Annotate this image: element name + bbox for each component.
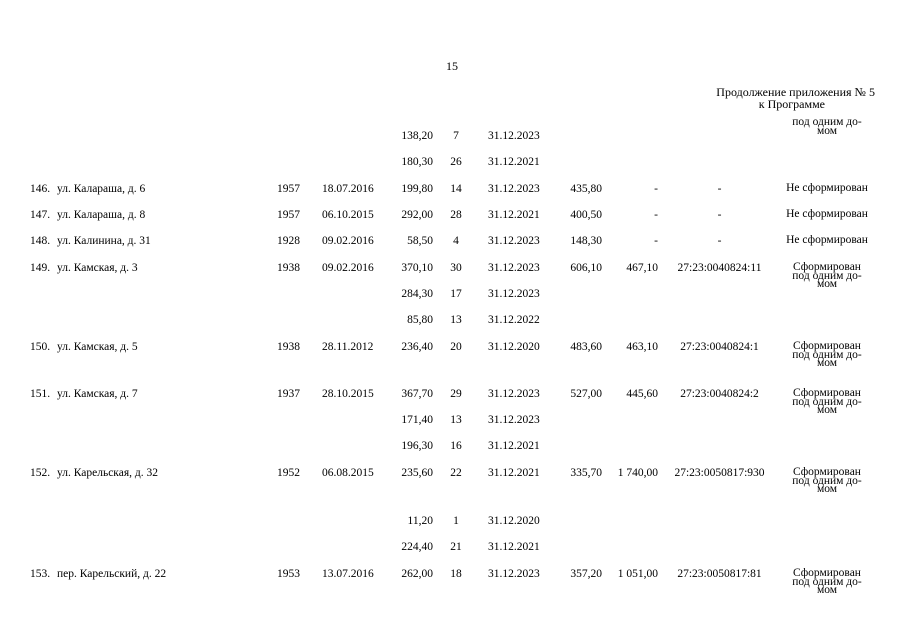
table-row [0,415,905,435]
total-area-cell: 606,10 [570,262,602,274]
inspection-date-cell: 28.11.2012 [322,341,374,353]
residents-count-cell: 17 [450,288,462,300]
land-status-cell [774,184,880,193]
status-line: мом [816,483,838,495]
land-status-cell [774,468,880,494]
residents-count-cell: 22 [450,467,462,479]
land-status-cell [774,389,880,415]
status-line: под одним до- [792,575,862,588]
land-area-cell: 463,10 [626,341,658,353]
table-row [0,184,905,204]
row-number-cell: 152. [30,467,51,479]
status-line: мом [816,278,838,290]
apartment-area-cell: 11,20 [407,515,433,527]
status-line: Сформирован [793,466,861,478]
plan-date-cell: 31.12.2023 [488,130,540,142]
land-status-cell [774,569,880,595]
plan-date-cell: 31.12.2023 [488,183,540,195]
plan-date-cell: 31.12.2023 [488,414,540,426]
land-area-cell: - [654,209,658,221]
table-row [0,157,905,177]
plan-date-cell: 31.12.2020 [488,515,540,527]
table-row [0,567,905,596]
land-area-cell: - [654,183,658,195]
address-cell: ул. Карельская, д. 32 [57,467,158,479]
build-year-cell: 1938 [277,341,300,353]
page-number: 15 [446,59,458,73]
build-year-cell: 1928 [277,235,300,247]
land-status-cell [774,236,880,245]
apartment-area-cell: 171,40 [401,414,433,426]
residents-count-cell: 18 [450,568,462,580]
table-row [0,289,905,309]
inspection-date-cell: 06.08.2015 [322,467,374,479]
address-cell: ул. Камская, д. 7 [57,388,138,400]
apartment-area-cell: 284,30 [401,288,433,300]
total-area-cell: 435,80 [570,183,602,195]
build-year-cell: 1937 [277,388,300,400]
inspection-date-cell: 09.02.2016 [322,262,374,274]
table-row [0,466,905,495]
plan-date-cell: 31.12.2023 [488,235,540,247]
residents-count-cell: 1 [453,515,459,527]
address-cell: ул. Калараша, д. 8 [57,209,146,221]
address-cell: ул. Камская, д. 3 [57,262,138,274]
land-area-cell: 467,10 [626,262,658,274]
status-line: под одним до- [792,116,862,128]
apartment-area-cell: 58,50 [407,235,433,247]
total-area-cell: 148,30 [570,235,602,247]
continuation-header [615,86,875,110]
status-line: под одним до- [792,395,862,408]
inspection-date-cell: 28.10.2015 [322,388,374,400]
status-line: Сформирован [793,387,861,399]
total-area-cell: 357,20 [570,568,602,580]
residents-count-cell: 30 [450,262,462,274]
status-line: мом [816,357,838,369]
land-area-cell: 445,60 [626,388,658,400]
apartment-area-cell: 180,30 [401,156,433,168]
cadastral-number-cell: 27:23:0050817:81 [677,568,762,580]
plan-date-cell: 31.12.2021 [488,541,540,553]
table-row [0,340,905,369]
status-line: под одним до- [792,348,862,361]
cadastral-number-cell: 27:23:0040824:2 [680,388,759,400]
plan-date-cell: 31.12.2021 [488,209,540,221]
apartment-area-cell: 138,20 [401,130,433,142]
residents-count-cell: 21 [450,541,462,553]
apartment-area-cell: 236,40 [401,341,433,353]
inspection-date-cell: 06.10.2015 [322,209,374,221]
apartment-area-cell: 370,10 [401,262,433,274]
row-number-cell: 150. [30,341,51,353]
total-area-cell: 527,00 [570,388,602,400]
total-area-cell: 483,60 [570,341,602,353]
header-line-2: к Программе [758,97,825,111]
status-line: Сформирован [793,567,861,579]
table-row [0,542,905,562]
table-row [0,131,905,151]
build-year-cell: 1957 [277,183,300,195]
residents-count-cell: 13 [450,414,462,426]
plan-date-cell: 31.12.2020 [488,341,540,353]
land-status-cell [774,210,880,219]
status-line: мом [816,404,838,416]
residents-count-cell: 4 [453,235,459,247]
land-status-cell [774,263,880,289]
table-row [0,236,905,256]
plan-date-cell: 31.12.2022 [488,314,540,326]
residents-count-cell: 28 [450,209,462,221]
apartment-area-cell: 235,60 [401,467,433,479]
status-line: Сформирован [793,261,861,273]
plan-date-cell: 31.12.2021 [488,440,540,452]
plan-date-cell: 31.12.2023 [488,262,540,274]
land-status-cell [774,342,880,368]
row-number-cell: 151. [30,388,51,400]
table-row [0,441,905,461]
land-area-cell: - [654,235,658,247]
row-number-cell: 153. [30,568,51,580]
plan-date-cell: 31.12.2023 [488,568,540,580]
apartment-area-cell: 262,00 [401,568,433,580]
build-year-cell: 1952 [277,467,300,479]
table-row [0,387,905,416]
build-year-cell: 1953 [277,568,300,580]
row-number-cell: 147. [30,209,51,221]
table-row [0,261,905,290]
residents-count-cell: 29 [450,388,462,400]
status-line: мом [816,584,838,596]
inspection-date-cell: 09.02.2016 [322,235,374,247]
status-line: Не сформирован [786,208,868,220]
land-area-cell: 1 051,00 [617,568,658,580]
plan-date-cell: 31.12.2023 [488,288,540,300]
plan-date-cell: 31.12.2021 [488,156,540,168]
status-line: под одним до- [792,474,862,487]
residents-count-cell: 14 [450,183,462,195]
residents-count-cell: 20 [450,341,462,353]
residents-count-cell: 13 [450,314,462,326]
build-year-cell: 1957 [277,209,300,221]
row-number-cell: 146. [30,183,51,195]
cadastral-number-cell: 27:23:0050817:930 [674,467,765,479]
table-row [0,315,905,335]
status-line: Не сформирован [786,182,868,194]
table-row [0,210,905,230]
status-line: Не сформирован [786,234,868,246]
apartment-area-cell: 199,80 [401,183,433,195]
address-cell: ул. Калараша, д. 6 [57,183,146,195]
apartment-area-cell: 85,80 [407,314,433,326]
total-area-cell: 335,70 [570,467,602,479]
row-number-cell: 149. [30,262,51,274]
apartment-area-cell: 224,40 [401,541,433,553]
inspection-date-cell: 13.07.2016 [322,568,374,580]
residents-count-cell: 16 [450,440,462,452]
land-area-cell: 1 740,00 [617,467,658,479]
cadastral-number-cell: - [717,235,722,247]
apartment-area-cell: 196,30 [401,440,433,452]
cadastral-number-cell: 27:23:0040824:11 [677,262,762,274]
apartment-area-cell: 367,70 [401,388,433,400]
total-area-cell: 400,50 [570,209,602,221]
cadastral-number-cell: - [717,209,722,221]
build-year-cell: 1938 [277,262,300,274]
inspection-date-cell: 18.07.2016 [322,183,374,195]
address-cell: пер. Карельский, д. 22 [57,568,167,580]
residents-count-cell: 26 [450,156,462,168]
table-row [0,516,905,536]
address-cell: ул. Камская, д. 5 [57,341,138,353]
status-line: мом [816,124,838,137]
residents-count-cell: 7 [453,130,459,142]
header-line-1: Продолжение приложения № 5 [716,85,875,99]
row-number-cell: 148. [30,235,51,247]
address-cell: ул. Калинина, д. 31 [57,235,151,247]
cadastral-number-cell: - [717,183,722,195]
status-line: Сформирован [793,340,861,352]
plan-date-cell: 31.12.2021 [488,467,540,479]
status-line: под одним до- [792,269,862,282]
plan-date-cell: 31.12.2023 [488,388,540,400]
cadastral-number-cell: 27:23:0040824:1 [680,341,759,353]
apartment-area-cell: 292,00 [401,209,433,221]
